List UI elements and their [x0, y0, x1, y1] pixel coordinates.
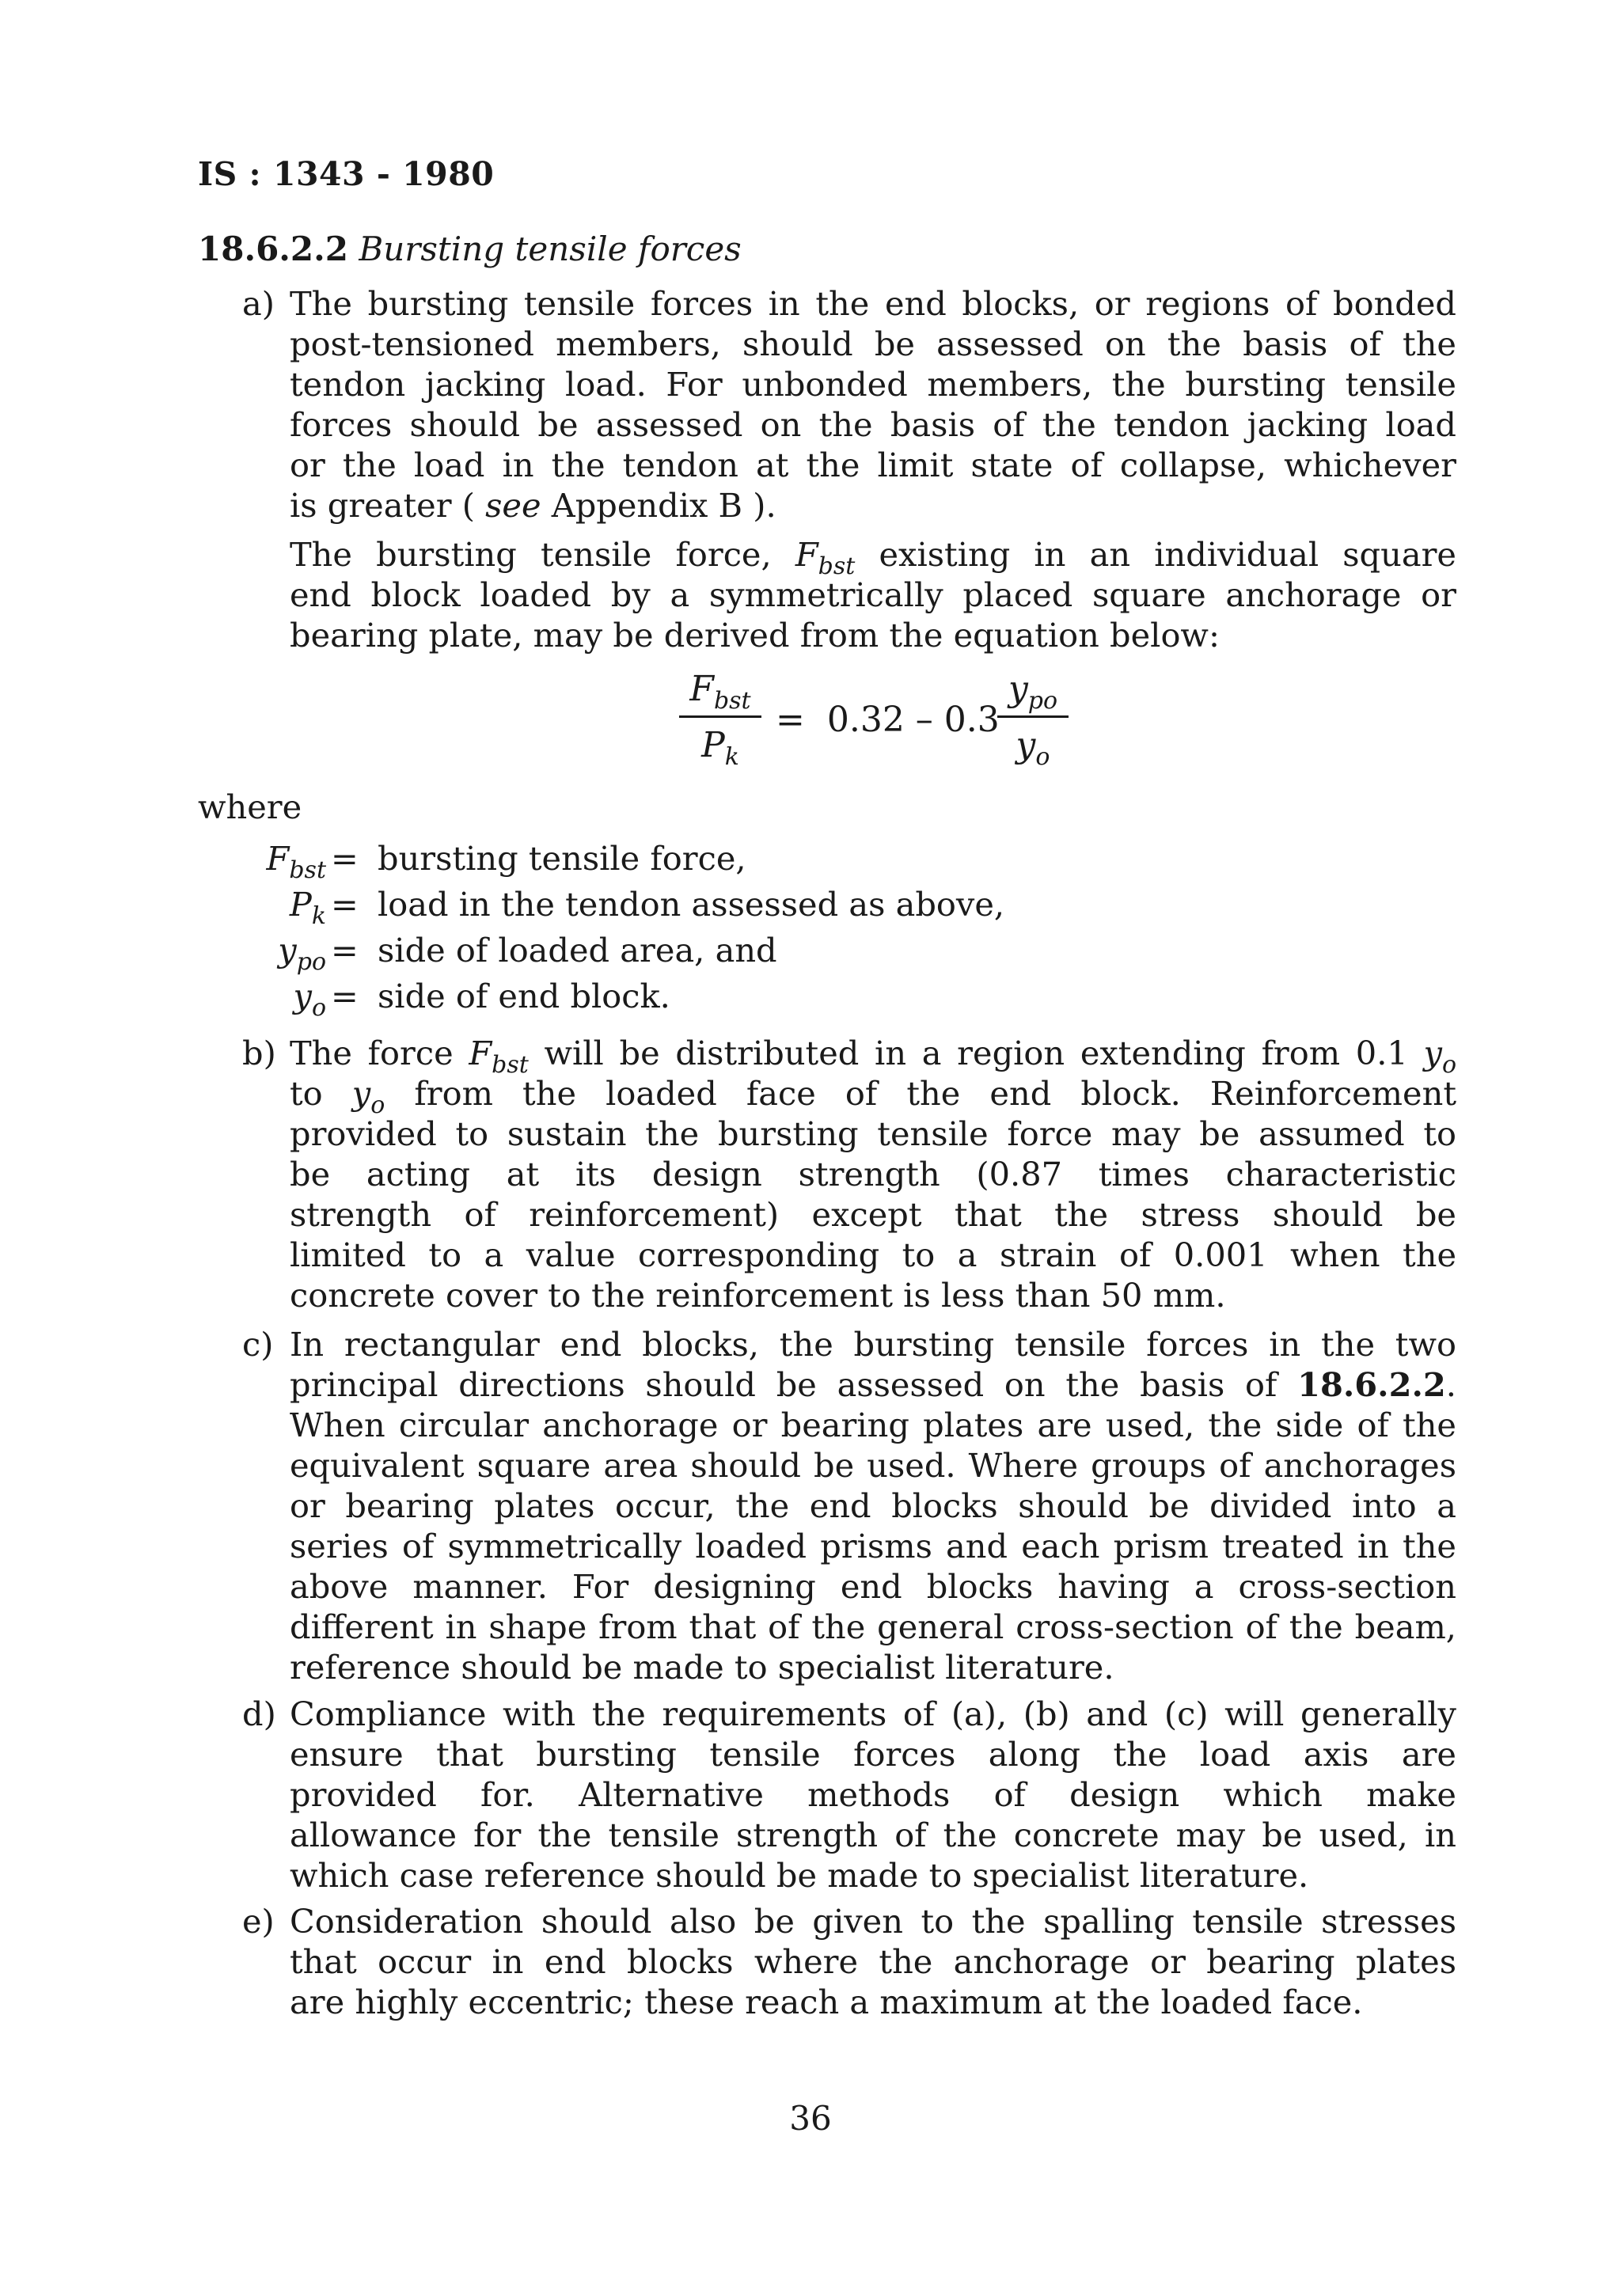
variable-subscript: bst	[492, 1051, 529, 1079]
text-line: allowance for the tensile strength of the concrete may be used, in	[290, 1816, 1456, 1854]
equals-sign: =	[331, 885, 359, 924]
list-marker: a)	[242, 284, 275, 323]
text-fragment: from the loaded face of the end block. Reinforcement	[385, 1074, 1457, 1113]
text-line: different in shape from that of the general cross-section of the beam,	[290, 1607, 1456, 1646]
bursting-force-equation	[679, 665, 1091, 784]
fraction-bar	[997, 715, 1069, 718]
page-number: 36	[789, 2099, 832, 2138]
variable: y	[1008, 669, 1028, 709]
text-line: Consideration should also be given to the spalling tensile stresses	[290, 1902, 1456, 1941]
list-item-e	[242, 1901, 1456, 2022]
equals-sign: =	[331, 977, 359, 1015]
text-line: that occur in end blocks where the anchorage or bearing plates	[290, 1942, 1456, 1981]
clause-reference: 18.6.2.2	[1297, 1365, 1446, 1404]
variable-subscript: o	[311, 994, 326, 1022]
text-line: be acting at its design strength (0.87 times characteristic	[290, 1155, 1456, 1194]
paragraph-bursting-force	[290, 534, 1456, 655]
list-item-body	[290, 1033, 1456, 1315]
text-line	[290, 1073, 1457, 1119]
text-line: The bursting tensile forces in the end blocks, or regions of bonded	[290, 284, 1456, 323]
variable: F	[266, 839, 290, 878]
text-line: post-tensioned members, should be assessed on the basis of the	[290, 324, 1456, 363]
text-line: or bearing plates occur, the end blocks should be divided into a	[290, 1486, 1456, 1525]
variable-subscript: bst	[289, 856, 326, 884]
text-fragment: is greater (	[290, 486, 486, 525]
equation-lhs-numerator	[679, 665, 761, 714]
text-line: series of symmetrically loaded prisms and each prism treated in the	[290, 1527, 1456, 1565]
text-fragment: principal directions should be assessed on the basis of	[290, 1365, 1298, 1404]
section-number: 18.6.2.2	[198, 230, 348, 268]
text-line: are highly eccentric; these reach a maximum at the loaded face.	[290, 1983, 1363, 2021]
variable: y	[351, 1074, 371, 1113]
text-line	[290, 1364, 1456, 1405]
list-marker: e)	[242, 1902, 275, 1941]
text-line: or the load in the tendon at the limit state of collapse, whichever	[290, 446, 1456, 484]
variable: P	[701, 725, 725, 765]
list-item-body	[290, 283, 1456, 526]
list-item-body	[290, 1901, 1456, 2022]
text-fragment: will be distributed in a region extending from 0.1	[528, 1034, 1424, 1072]
variable-subscript: o	[1035, 743, 1050, 771]
equation-middle: = 0.32 – 0.3	[776, 700, 1000, 740]
text-line: equivalent square area should be used. Where groups of anchorages	[290, 1446, 1456, 1485]
text-line: ensure that bursting tensile forces along the load axis are	[290, 1735, 1456, 1774]
see-reference: see	[485, 486, 541, 525]
list-item-d	[242, 1694, 1456, 1896]
text-line: tendon jacking load. For unbonded members, the bursting tensile	[290, 365, 1456, 404]
variable: y	[1423, 1034, 1442, 1072]
equation-lhs-denominator	[679, 721, 761, 770]
variable: F	[795, 535, 818, 574]
variable-subscript: o	[1441, 1051, 1456, 1079]
variable: y	[278, 931, 297, 970]
text-fragment: to	[290, 1074, 352, 1113]
text-line: concrete cover to the reinforcement is less than 50 mm.	[290, 1276, 1226, 1315]
list-marker: d)	[242, 1694, 276, 1733]
text-fragment: The force	[290, 1034, 469, 1072]
equals-sign: =	[331, 839, 359, 878]
variable-subscript: bst	[818, 552, 856, 580]
section-heading	[198, 230, 742, 268]
variable-subscript: po	[1027, 687, 1058, 715]
text-line: provided to sustain the bursting tensile force may be assumed to	[290, 1114, 1456, 1153]
definition-text: load in the tendon assessed as above,	[378, 885, 1005, 924]
list-marker: c)	[242, 1325, 274, 1364]
variable-subscript: po	[296, 948, 326, 976]
text-line	[290, 534, 1456, 580]
text-fragment: The bursting tensile force,	[290, 535, 795, 574]
definition-text: bursting tensile force,	[378, 839, 746, 878]
variable: P	[289, 885, 312, 924]
list-item-a	[242, 283, 1456, 526]
text-fragment: Appendix B ).	[541, 486, 776, 525]
text-line: forces should be assessed on the basis of the tendon jacking load	[290, 405, 1456, 444]
variable-subscript: o	[370, 1091, 385, 1119]
where-label: where	[198, 787, 302, 826]
definition-text: side of loaded area, and	[378, 931, 777, 970]
text-line: limited to a value corresponding to a strain of 0.001 when the	[290, 1235, 1456, 1274]
text-line: which case reference should be made to specialist literature.	[290, 1856, 1309, 1895]
equation-rhs-denominator	[997, 721, 1069, 770]
document-standard-id: IS : 1343 - 1980	[198, 155, 495, 193]
section-title: Bursting tensile forces	[359, 230, 742, 268]
text-fragment: existing in an individual square	[855, 535, 1456, 574]
fraction-bar	[679, 715, 761, 718]
list-item-b	[242, 1033, 1456, 1315]
list-item-body	[290, 1694, 1456, 1896]
text-fragment: .	[1445, 1365, 1456, 1404]
definition-symbol	[199, 977, 326, 1022]
definition-symbol	[199, 931, 326, 976]
list-item-c	[242, 1324, 1456, 1687]
text-line: strength of reinforcement) except that the stress should be	[290, 1195, 1456, 1234]
variable: y	[1015, 725, 1036, 765]
text-line	[290, 485, 1456, 526]
text-line: When circular anchorage or bearing plates are used, the side of the	[290, 1406, 1456, 1444]
variable: F	[689, 669, 714, 709]
text-line: above manner. For designing end blocks having a cross-section	[290, 1567, 1456, 1606]
definition-text: side of end block.	[378, 977, 670, 1015]
text-line	[290, 1033, 1456, 1079]
text-line: provided for. Alternative methods of design which make	[290, 1775, 1456, 1814]
text-line: end block loaded by a symmetrically placed square anchorage or	[290, 575, 1456, 614]
variable-subscript: bst	[713, 687, 751, 715]
variable: y	[293, 977, 312, 1015]
variable-subscript: k	[724, 743, 739, 771]
variable: F	[469, 1034, 492, 1072]
equation-rhs-numerator	[997, 665, 1069, 714]
variable-subscript: k	[311, 902, 326, 930]
definition-symbol	[199, 839, 326, 884]
definition-symbol	[199, 885, 326, 930]
equation-rhs-fraction	[997, 665, 1069, 770]
text-line: bearing plate, may be derived from the equation below:	[290, 616, 1220, 655]
equals-sign: =	[331, 931, 359, 970]
text-line: Compliance with the requirements of (a), (b) and (c) will generally	[290, 1694, 1456, 1733]
list-marker: b)	[242, 1034, 276, 1072]
equation-lhs-fraction	[679, 665, 761, 770]
text-line: reference should be made to specialist literature.	[290, 1648, 1114, 1687]
text-line: In rectangular end blocks, the bursting tensile forces in the two	[290, 1325, 1456, 1364]
list-item-body	[290, 1324, 1456, 1687]
